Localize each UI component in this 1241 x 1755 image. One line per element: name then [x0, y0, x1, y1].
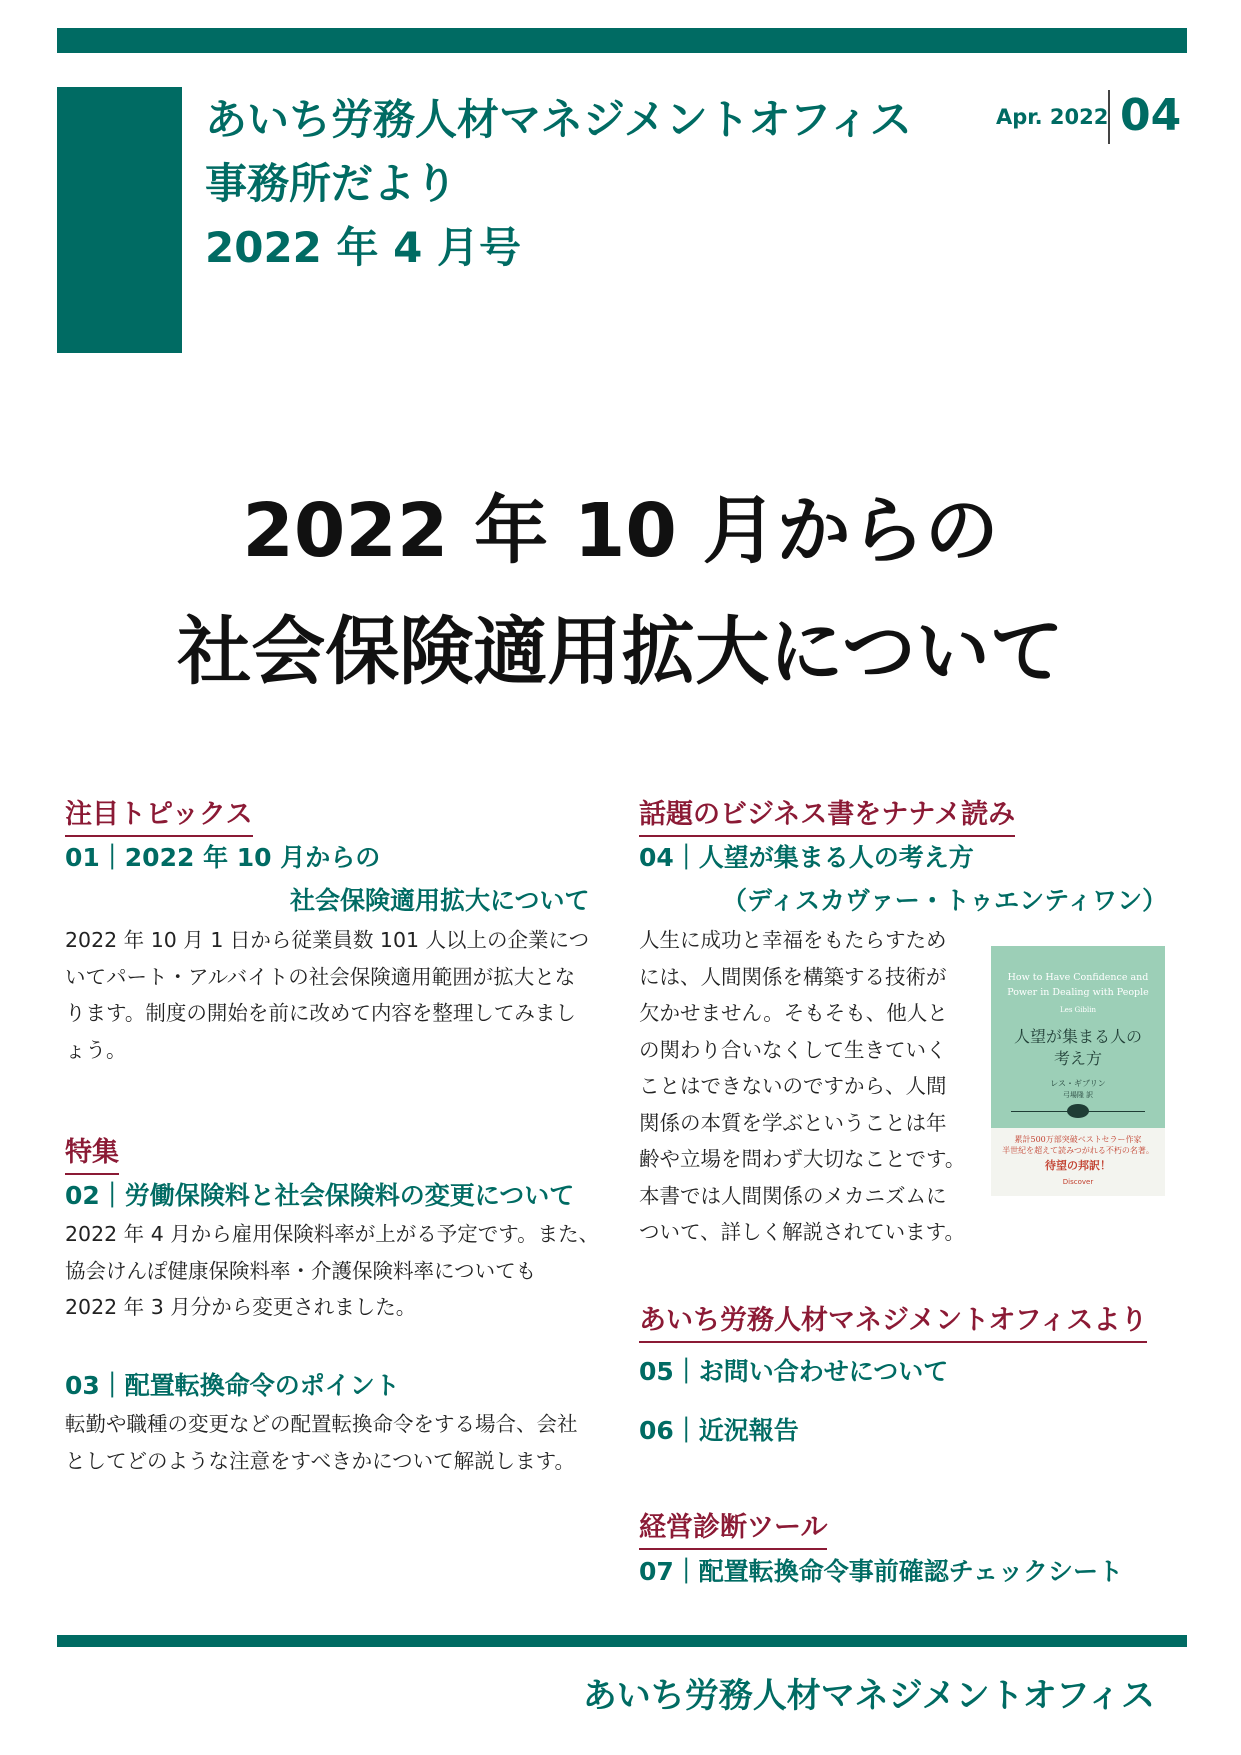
item-01-body-line: 2022 年 10 月 1 日から従業員数 101 人以上の企業につ	[65, 928, 590, 952]
item-01-body	[65, 922, 589, 1068]
newsletter-title	[205, 88, 912, 280]
header-accent-block	[57, 87, 182, 353]
book-cover-english-title-line: How to Have Confidence and	[1007, 972, 1149, 983]
item-04-title-line2: （ディスカヴァー・トゥエンティワン）	[722, 886, 1168, 915]
newsletter-title-name: 事務所だより	[205, 159, 458, 208]
item-05-title: 05｜お問い合わせについて	[639, 1357, 949, 1386]
book-cover-band	[991, 1128, 1165, 1196]
item-02-body-line: 2022 年 3 月分から変更されました。	[65, 1295, 417, 1319]
item-04-body-line: には、人間関係を構築する技術が	[639, 964, 947, 989]
book-cover-ornament	[1011, 1111, 1145, 1112]
item-01-body-line: ります。制度の開始を前に改めて内容を整理してみまし	[65, 1001, 576, 1025]
item-03-title: 03｜配置転換命令のポイント	[65, 1371, 400, 1400]
item-04-body-line: 齢や立場を問わず大切なことです。	[639, 1147, 966, 1171]
item-04-body-line: 人生に成功と幸福をもたらすため	[639, 928, 947, 952]
item-02-body	[65, 1216, 599, 1326]
section-heading-topics: 注目トピックス	[65, 792, 253, 837]
item-04-body-line: ついて、詳しく解説されています。	[639, 1220, 965, 1244]
item-03-body-line: 転勤や職種の変更などの配置転換命令をする場合、会社	[65, 1412, 578, 1436]
item-03-body-line: としてどのような注意をすべきかについて解説します。	[65, 1448, 576, 1473]
item-04-body-line: ことはできないのですから、人間	[639, 1074, 947, 1098]
item-04-body-line: 本書では人間関係のメカニズムに	[639, 1183, 947, 1208]
date-divider	[1108, 90, 1110, 144]
section-heading-feature: 特集	[65, 1130, 119, 1175]
section-heading-diagnosis-tool: 経営診断ツール	[639, 1505, 827, 1550]
book-cover-english-title	[991, 970, 1165, 1000]
book-cover-title-line: 考え方	[1053, 1049, 1102, 1068]
book-cover-title	[991, 1026, 1165, 1070]
item-01-body-line: いてパート・アルバイトの社会保険適用範囲が拡大とな	[65, 964, 576, 989]
book-cover-title-line: 人望が集まる人の	[1013, 1027, 1142, 1046]
issue-date: Apr. 2022	[996, 105, 1109, 129]
book-cover-english-title-line: Power in Dealing with People	[1007, 987, 1149, 998]
book-cover-translator: 弓場隆 訳	[1062, 1091, 1094, 1099]
book-cover-publisher-logo: Discover	[1062, 1178, 1094, 1186]
top-rule	[57, 28, 1187, 53]
newsletter-title-issue: 2022 年 4 月号	[205, 223, 521, 272]
book-cover-band-line: 累計500万部突破ベストセラー作家	[1014, 1135, 1142, 1144]
item-04-title-line1: 04｜人望が集まる人の考え方	[639, 843, 974, 872]
item-01-title-line1: 01｜2022 年 10 月からの	[65, 843, 381, 872]
book-cover-image	[991, 946, 1165, 1196]
newsletter-title-office: あいち労務人材マネジメントオフィス	[205, 95, 912, 144]
item-06-title: 06｜近況報告	[639, 1416, 799, 1445]
bottom-rule	[57, 1635, 1187, 1647]
item-01-title-line2: 社会保険適用拡大について	[290, 886, 590, 915]
item-07-title: 07｜配置転換命令事前確認チェックシート	[639, 1557, 1124, 1586]
item-04-body-line: の関わり合いなくして生きていく	[639, 1037, 947, 1062]
book-cover-english-author: Les Giblin	[1060, 1006, 1096, 1014]
item-04-body-line: 関係の本質を学ぶということは年	[639, 1110, 947, 1135]
main-title-line2: 社会保険適用拡大について	[177, 609, 1064, 695]
book-cover-band-headline: 待望の邦訳！	[1045, 1159, 1111, 1172]
book-cover-band-copy	[991, 1134, 1165, 1156]
item-02-body-line: 2022 年 4 月から雇用保険料率が上がる予定です。また、	[65, 1222, 600, 1246]
section-heading-business-books: 話題のビジネス書をナナメ読み	[639, 792, 1015, 837]
issue-number: 04	[1120, 90, 1182, 141]
item-04-body	[639, 922, 965, 1251]
section-heading-office-news: あいち労務人材マネジメントオフィスより	[639, 1298, 1147, 1343]
main-title-line1: 2022 年 10 月からの	[242, 488, 999, 574]
footer-office-name: あいち労務人材マネジメントオフィス	[582, 1676, 1155, 1716]
item-04-body-line: 欠かせません。そもそも、他人と	[639, 1001, 948, 1025]
item-02-title: 02｜労働保険料と社会保険料の変更について	[65, 1181, 575, 1210]
book-cover-author: レス・ギブリン	[1050, 1079, 1106, 1088]
item-02-body-line: 協会けんぽ健康保険料率・介護保険料率についても	[65, 1258, 537, 1283]
item-01-body-line: ょう。	[65, 1037, 127, 1062]
book-cover-band-line: 半世紀を超えて読みつがれる不朽の名著。	[1002, 1146, 1154, 1155]
item-03-body	[65, 1406, 578, 1479]
